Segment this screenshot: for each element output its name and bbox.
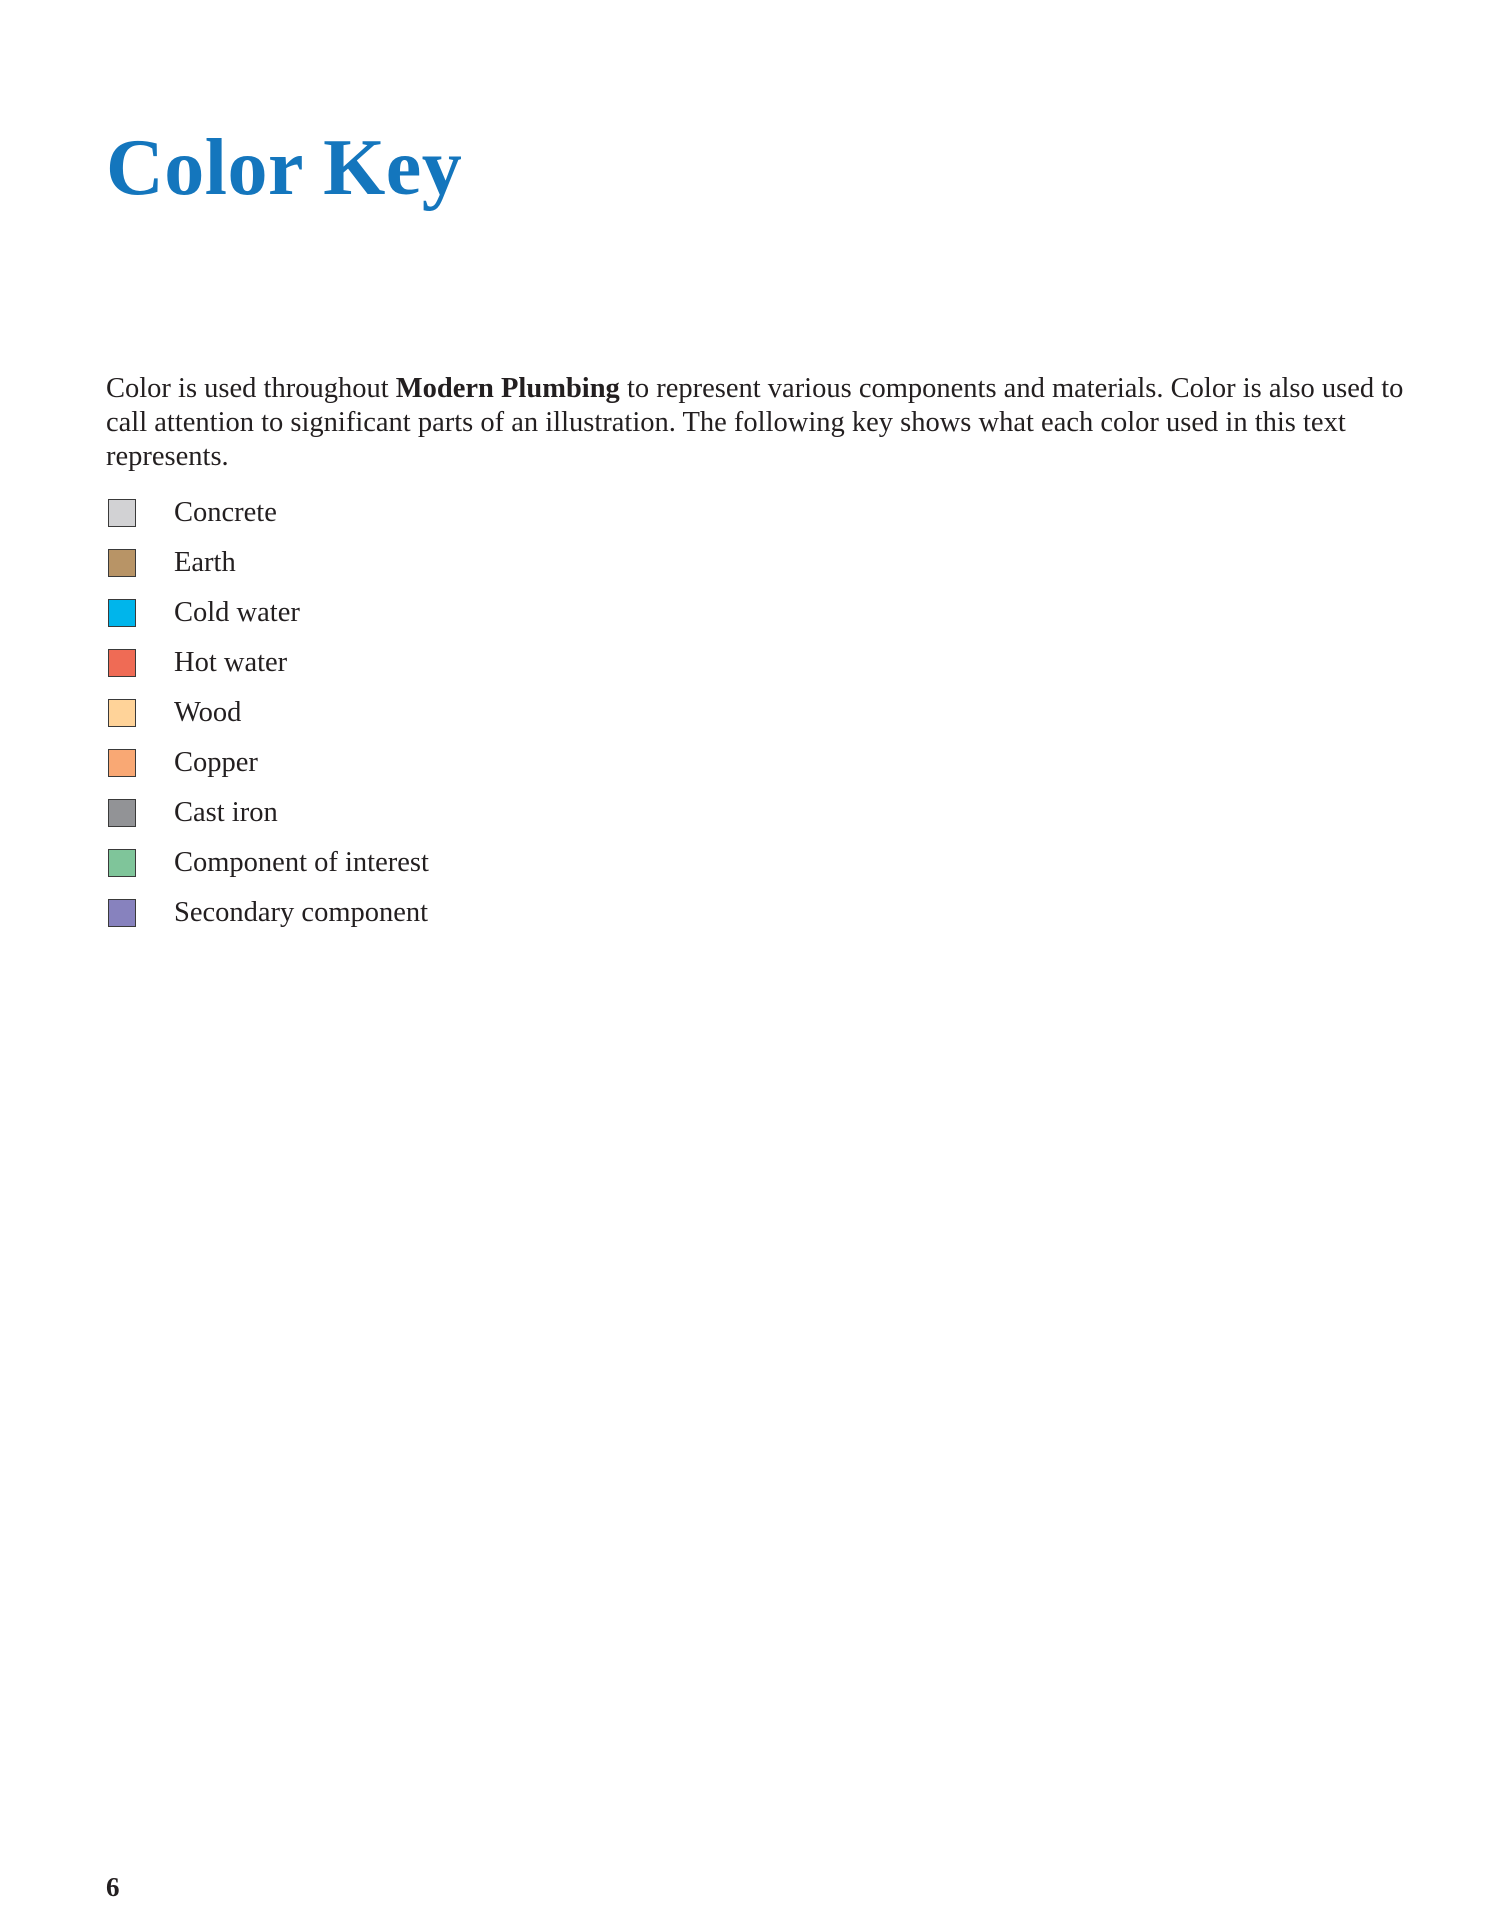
cast-iron-swatch [108,799,136,827]
key-item-cold-water [108,588,429,638]
component-of-interest-swatch [108,849,136,877]
key-label: Secondary component [174,897,429,928]
page-number: 6 [106,1872,120,1902]
cold-water-swatch [108,599,136,627]
hot-water-swatch [108,649,136,677]
key-item-wood [108,688,429,738]
key-item-component-of-interest [108,838,429,888]
concrete-swatch [108,499,136,527]
key-item-concrete [108,488,429,538]
key-item-hot-water [108,638,429,688]
page-title: Color Key [106,124,463,212]
key-label: Hot water [174,647,288,678]
color-key-list [108,488,429,938]
intro-text-start: Color is used throughout [106,373,396,404]
key-label: Concrete [174,497,277,528]
key-label: Component of interest [174,847,429,878]
key-label: Wood [174,697,242,728]
key-label: Cold water [174,597,300,628]
key-label: Cast iron [174,797,278,828]
wood-swatch [108,699,136,727]
key-item-cast-iron [108,788,429,838]
earth-swatch [108,549,136,577]
key-label: Copper [174,747,258,778]
key-item-earth [108,538,429,588]
intro-text-end: to represent various components and materials. Color is also used to call attention to significant parts of an illustration. The following key shows what each color used in this text represents. [106,373,1404,472]
key-label: Earth [174,547,236,578]
copper-swatch [108,749,136,777]
book-title: Modern Plumbing [395,373,620,404]
intro-paragraph [106,372,1406,474]
key-item-secondary-component [108,888,429,938]
secondary-component-swatch [108,899,136,927]
key-item-copper [108,738,429,788]
